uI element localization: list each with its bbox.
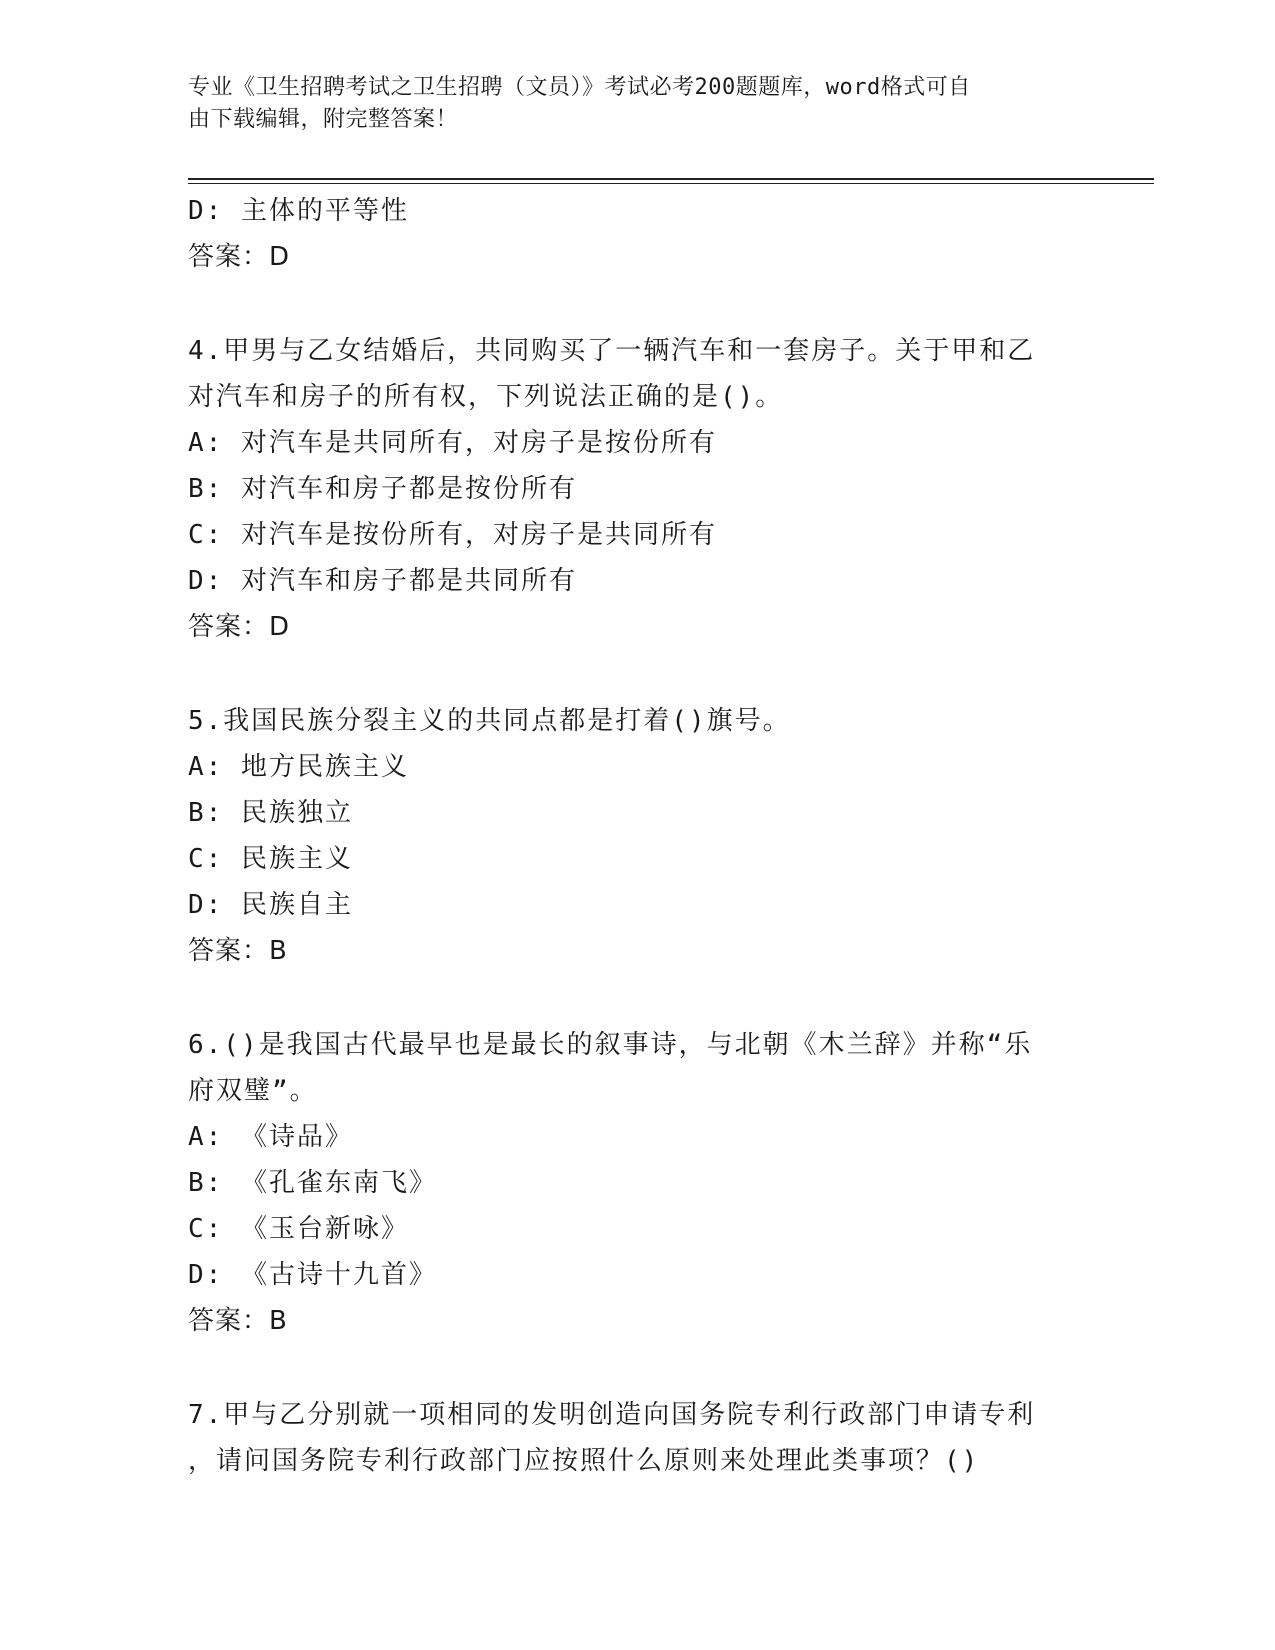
question-6	[188, 1022, 1088, 1344]
option-d: D: 民族自主	[188, 890, 353, 920]
option-a: A: 对汽车是共同所有，对房子是按份所有	[188, 428, 717, 458]
question-5	[188, 698, 1088, 974]
question-3-tail	[188, 188, 1088, 280]
question-7	[188, 1392, 1088, 1484]
option-b: B: 民族独立	[188, 798, 353, 828]
option-d: D: 主体的平等性	[188, 196, 409, 226]
answer: 答案：D	[188, 612, 291, 642]
question-stem: 5.我国民族分裂主义的共同点都是打着()旗号。	[188, 706, 791, 736]
option-d: D: 对汽车和房子都是共同所有	[188, 566, 577, 596]
document-header	[188, 72, 1088, 136]
question-stem: ，请问国务院专利行政部门应按照什么原则来处理此类事项？()	[188, 1446, 980, 1476]
header-line-1: 专业《卫生招聘考试之卫生招聘（文员）》考试必考200题题库，word格式可自	[188, 75, 971, 100]
option-c: C: 民族主义	[188, 844, 353, 874]
question-stem: 4.甲男与乙女结婚后，共同购买了一辆汽车和一套房子。关于甲和乙	[188, 336, 1036, 366]
option-c: C: 《玉台新咏》	[188, 1214, 409, 1244]
question-stem: 府双璧”。	[188, 1076, 318, 1106]
header-divider-thick	[188, 178, 1154, 180]
header-line-2: 由下载编辑，附完整答案！	[188, 107, 459, 132]
question-stem: 6.()是我国古代最早也是最长的叙事诗，与北朝《木兰辞》并称“乐	[188, 1030, 1033, 1060]
question-stem: 对汽车和房子的所有权，下列说法正确的是()。	[188, 382, 784, 412]
answer: 答案：B	[188, 1306, 288, 1336]
option-a: A: 《诗品》	[188, 1122, 353, 1152]
question-4	[188, 328, 1088, 650]
question-stem: 7.甲与乙分别就一项相同的发明创造向国务院专利行政部门申请专利	[188, 1400, 1036, 1430]
answer: 答案：D	[188, 242, 291, 272]
option-a: A: 地方民族主义	[188, 752, 409, 782]
option-b: B: 《孔雀东南飞》	[188, 1168, 437, 1198]
question-list	[188, 188, 1088, 1484]
header-divider-thin	[188, 183, 1154, 184]
answer: 答案：B	[188, 936, 288, 966]
option-d: D: 《古诗十九首》	[188, 1260, 437, 1290]
option-b: B: 对汽车和房子都是按份所有	[188, 474, 577, 504]
option-c: C: 对汽车是按份所有，对房子是共同所有	[188, 520, 717, 550]
